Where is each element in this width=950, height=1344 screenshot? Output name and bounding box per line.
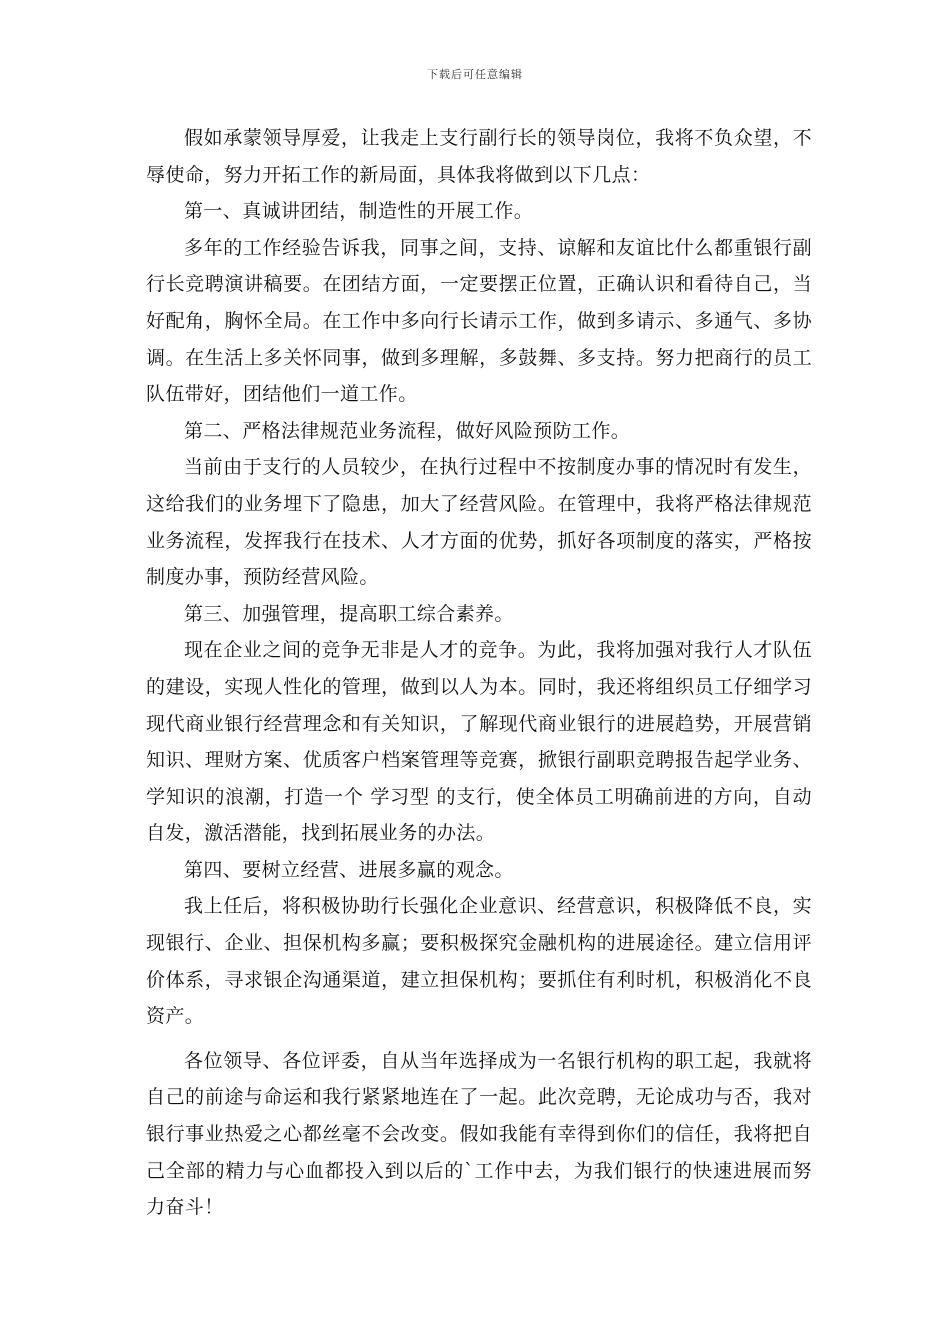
paragraph-point-1-heading: 第一、真诚讲团结，制造性的开展工作。 [184,200,534,223]
header-note: 下载后可任意编辑 [427,68,523,81]
document-body [146,120,812,1226]
paragraph-closing: 各位领导、各位评委，自从当年选择成为一名银行机构的职工起，我就将自己的前途与命运和我行紧紧地连在了一起。此次竞聘，无论成功与否，我对银行事业热爱之心都丝毫不会改变。假如我能有幸得到你们的信任，我将把自己全部的精力与心血都投入到以后的`工作中去，为我们银行的快速进展而努力奋斗！ [146,1049,812,1219]
paragraph-point-4-body: 我上任后，将积极协助行长强化企业意识、经营意识，积极降低不良，实现银行、企业、担保机构多赢；要积极探究金融机构的进展途径。建立信用评价体系，寻求银企沟通渠道，建立担保机构；要抓住有利时机，积极消化不良资产。 [146,895,812,1028]
paragraph-point-1-body: 多年的工作经验告诉我，同事之间，支持、谅解和友谊比什么都重银行副行长竞聘演讲稿要。在团结方面，一定要摆正位置，正确认识和看待自己，当好配角，胸怀全局。在工作中多向行长请示工作，做到多请示、多通气、多协调。在生活上多关怀同事，做到多理解，多鼓舞、多支持。努力把商行的员工队伍带好，团结他们一道工作。 [146,236,812,406]
paragraph-point-3-body: 现在企业之间的竞争无非是人才的竞争。为此，我将加强对我行人才队伍的建设，实现人性化的管理，做到以人为本。同时，我还将组织员工仔细学习现代商业银行经营理念和有关知识，了解现代商业银行的进展趋势，开展营销知识、理财方案、优质客户档案管理等竞赛，掀银行副职竞聘报告起学业务、学知识的浪潮，打造一个 学习型 的支行，使全体员工明确前进的方向，自动自发，激活潜能，找到拓展业务的办法。 [146,639,812,845]
paragraph-intro: 假如承蒙领导厚爱，让我走上支行副行长的领导岗位，我将不负众望，不辱使命，努力开拓工作的新局面，具体我将做到以下几点： [146,127,812,186]
paragraph-point-2-heading: 第二、严格法律规范业务流程，做好风险预防工作。 [184,419,631,442]
paragraph-point-3-heading: 第三、加强管理，提高职工综合素养。 [184,602,514,625]
paragraph-point-4-heading: 第四、要树立经营、进展多赢的观念。 [184,858,514,881]
paragraph-point-2-body: 当前由于支行的人员较少，在执行过程中不按制度办事的情况时有发生，这给我们的业务埋下了隐患，加大了经营风险。在管理中，我将严格法律规范业务流程，发挥我行在技术、人才方面的优势，抓好各项制度的落实，严格按制度办事，预防经营风险。 [146,456,812,589]
